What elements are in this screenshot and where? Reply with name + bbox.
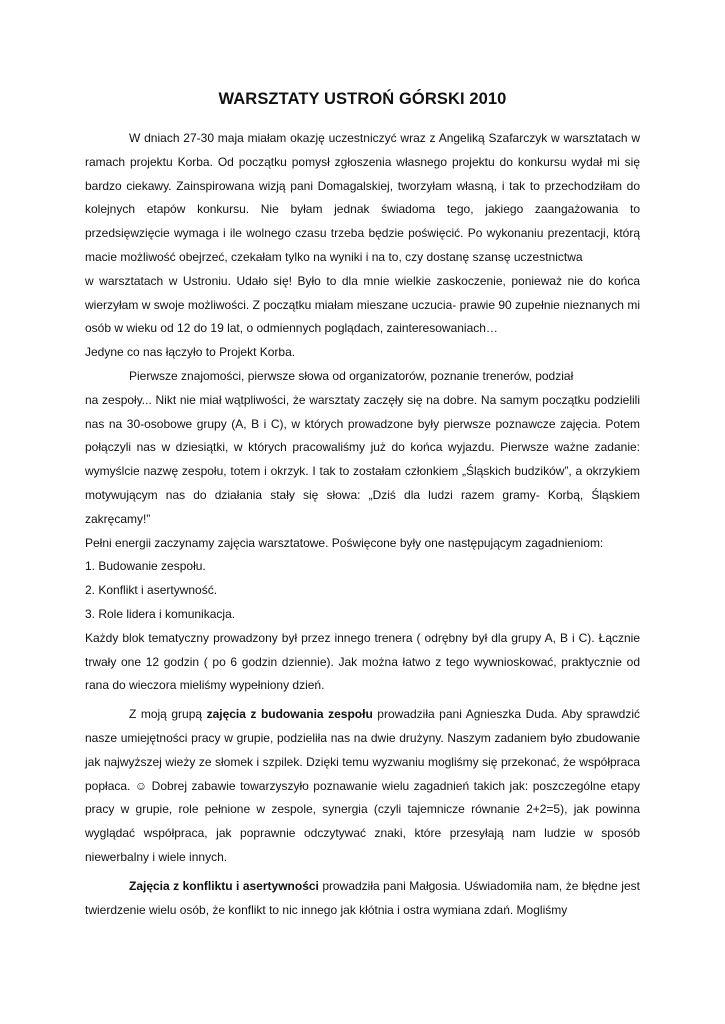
paragraph-team-building-post: prowadziła pani Agnieszka Duda. Aby sprawdzić nasze umiejętności pracy w grupie, podzieliła nas na dwie drużyny. Naszym zadaniem było zbudowanie jak najwyższej wieży ze słomek i szpilek. Dzięki temu wyzwaniu mogliśmy się przekonać, że współpraca popłaca. ☺ Dobrej zabawie towarzyszyło poznawanie wielu zagadnień takich jak: poszczególne etapy pracy w grupie, role pełnione w zespole, synergia (czyli tajemnicze równanie 2+2=5), jak powinna wyglądać współpraca, jak poprawnie odczytywać znaki, które przesyłają nam ludzie w sposób niewerbalny i wiele innych. [85,707,640,864]
topic-list-item: 2. Konflikt i asertywność. [85,583,218,598]
topic-list-item: 1. Budowanie zespołu. [85,559,206,574]
paragraph-team-building [85,703,640,870]
paragraph-conflict [85,875,640,923]
paragraph-first-steps-lead: Pierwsze znajomości, pierwsze słowa od organizatorów, poznanie trenerów, podział [129,368,574,383]
paragraph-blocks: Każdy blok tematyczny prowadzony był przez innego trenera ( odrębny był dla grupy A, B i C). Łącznie trwały one 12 godzin ( po 6 godzin dziennie). Jak można łatwo z tego wywnioskować, praktycznie od rana do wieczora mieliśmy wypełniony dzień. [85,630,640,693]
document-title: WARSZTATY USTROŃ GÓRSKI 2010 [218,90,507,108]
document-page [85,88,640,922]
paragraph-intro: W dniach 27-30 maja miałam okazję uczestniczyć wraz z Angeliką Szafarczyk w warsztatach w ramach projektu Korba. Od początku pomysł zgłoszenia własnego projektu do konkursu wydał mi się bardzo ciekawy. Zainspirowana wizją pani Domagalskiej, tworzyłam własną, i tak to przechodziłam do kolejnych etapów konkursu. Nie byłam jednak świadoma tego, jakiego zaangażowania to przedsięwzięcie wymaga i ile wolnego czasu trzeba będzie poświęcić. Po wykonaniu prezentacji, którą macie możliwość obejrzeć, czekałam tylko na wyniki i na to, czy dostanę szansę uczestnictwa [85,131,640,264]
topic-list-item: 3. Role lidera i komunikacja. [85,606,236,621]
paragraph-workshops-intro: Pełni energii zaczynamy zajęcia warsztatowe. Poświęcone były one następującym zagadnieniom: [85,535,604,550]
paragraph-team-building-pre: Z moją grupą [129,707,207,722]
team-building-bold: zajęcia z budowania zespołu [206,707,373,722]
paragraph-intro-end: Jedyne co nas łączyło to Projekt Korba. [85,345,296,360]
conflict-bold: Zajęcia z konfliktu i asertywności [129,878,319,893]
paragraph-intro-continued: w warsztatach w Ustroniu. Udało się! Było to dla mnie wielkie zaskoczenie, ponieważ nie do końca wierzyłam w swoje możliwości. Z początku miałam mieszane uczucia- prawie 90 zupełnie nieznanych mi osób w wieku od 12 do 19 lat, o odmiennych poglądach, zainteresowaniach… [85,273,640,336]
paragraph-conflict-post: prowadziła pani Małgosia. Uświadomiła nam, że błędne jest twierdzenie wielu osób, że konflikt to nic innego jak kłótnia i ostra wymiana zdań. Mogliśmy [85,878,640,917]
paragraph-first-steps: na zespoły... Nikt nie miał wątpliwości, że warsztaty zaczęły się na dobre. Na samym początku podzielili nas na 30-osobowe grupy (A, B i C), w których prowadzone były pierwsze poznawcze zajęcia. Potem połączyli nas w dziesiątki, w których pracowaliśmy już do końca wyjazdu. Pierwsze ważne zadanie: wymyślcie nazwę zespołu, totem i okrzyk. I tak to zostałam członkiem „Śląskich budzików”, a okrzykiem motywującym nas do działania stały się słowa: „Dziś dla ludzi razem gramy- Korbą, Śląskiem zakręcamy!” [85,392,640,526]
